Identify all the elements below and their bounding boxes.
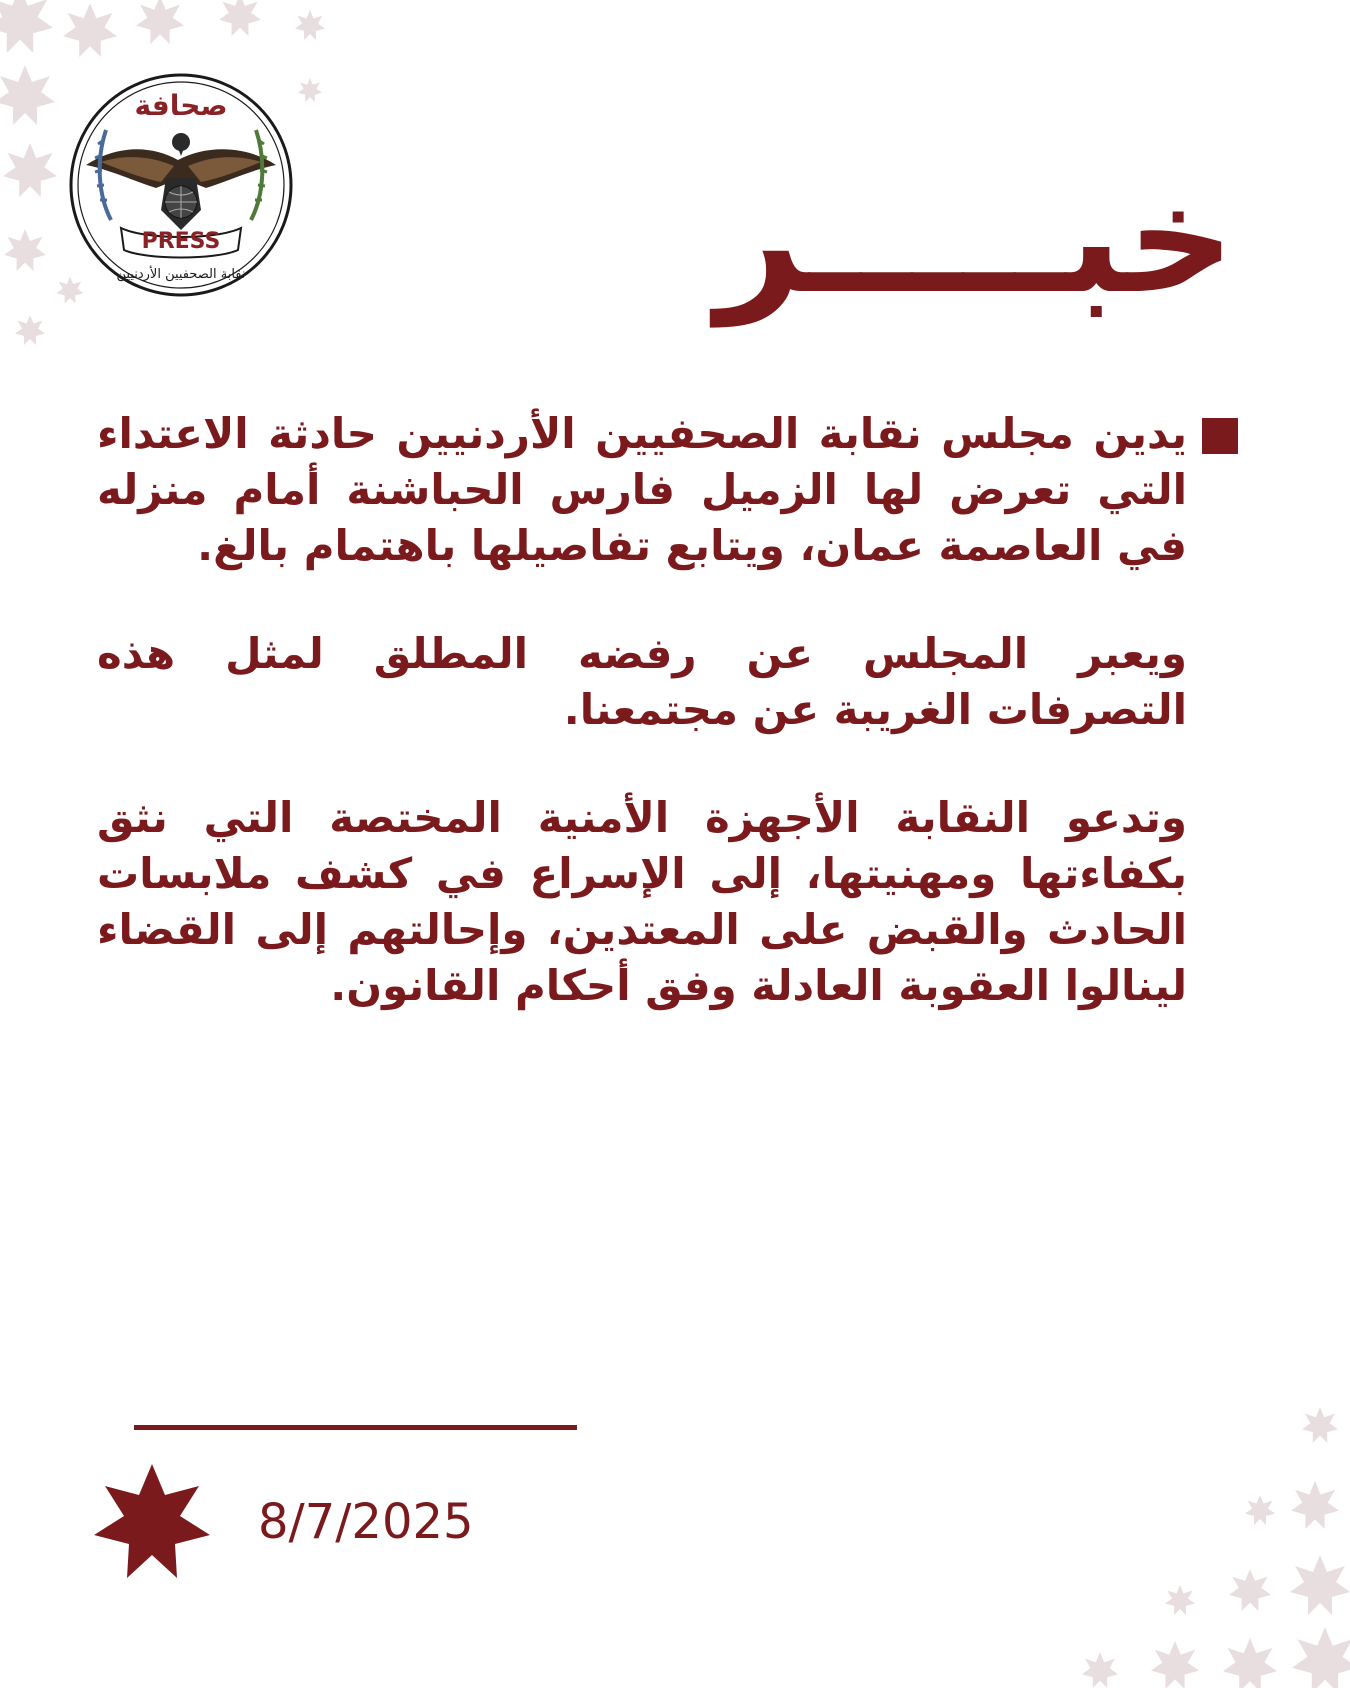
article-body (97, 406, 1187, 1066)
publish-date: 8/7/2025 (258, 1494, 474, 1550)
logo-ring-text: نقابة الصحفيين الأردنيين (116, 267, 246, 282)
logo-top-text: صحافة (134, 89, 228, 122)
article-paragraph-1: يدين مجلس نقابة الصحفيين الأردنيين حادثة الاعتداء التي تعرض لها الزميل فارس الحباشنة أمام منزله في العاصمة عمان، ويتابع تفاصيلها باهتمام بالغ. (97, 409, 1187, 570)
press-syndicate-logo (66, 70, 296, 300)
article-paragraph-3: وتدعو النقابة الأجهزة الأمنية المختصة التي نثق بكفاءتها ومهنيتها، إلى الإسراع في كشف ملابسات الحادث والقبض على المعتدين، وإحالتهم إلى القضاء لينالوا العقوبة العادلة وفق أحكام القانون. (97, 793, 1187, 1010)
page-title: خبـــــر (716, 153, 1235, 327)
seven-point-star-icon (92, 1462, 212, 1582)
footer-divider (134, 1425, 577, 1430)
article-paragraph-2: ويعبر المجلس عن رفضه المطلق لمثل هذه التصرفات الغريبة عن مجتمعنا. (97, 629, 1187, 734)
square-bullet-icon (1202, 418, 1238, 454)
logo-badge-text: PRESS (141, 229, 221, 254)
